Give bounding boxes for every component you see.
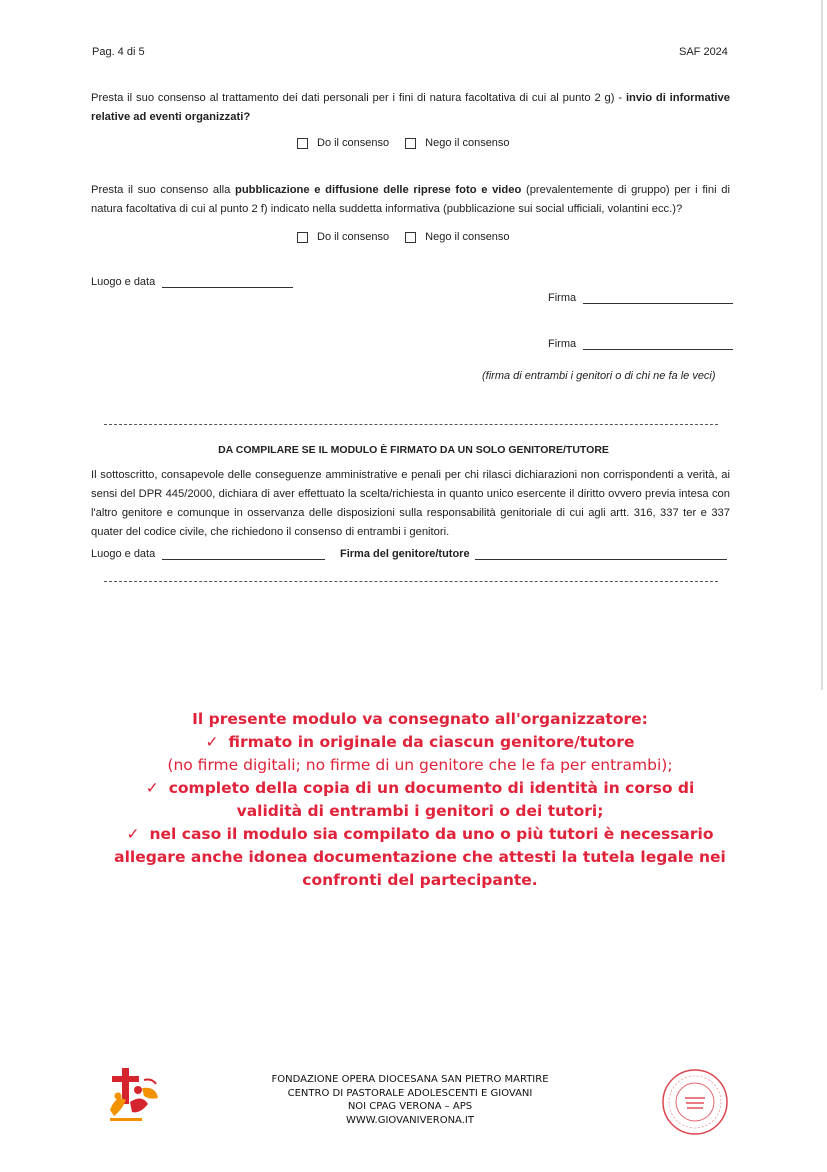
footer-website[interactable]: WWW.GIOVANIVERONA.IT <box>346 1114 474 1126</box>
page-number: Pag. 4 di 5 <box>92 46 145 58</box>
check-icon: ✓ <box>145 779 159 797</box>
document-code: SAF 2024 <box>679 46 728 58</box>
notice-item-1: ✓ firmato in originale da ciascun genitore/tutore <box>205 733 635 751</box>
consent-yes-option[interactable]: Do il consenso <box>297 137 389 149</box>
single-parent-declaration: Il sottoscritto, consapevole delle conseguenze amministrative e penali per chi rilasci dichiarazioni non corrispondenti a verità, ai sensi del DPR 445/2000, dichiara di aver effettuato la scelta/richiesta in quanto unico esercente il diritto ovvero previa intesa con l'altro genitore e comunque in osservanza delle disposizioni sulla responsabilità genitoriale di cui agli artt. 316, 337 ter e 337 quater del codice civile, che richiedono il consenso di entrambi i genitori. <box>91 469 730 538</box>
signature-line-2[interactable] <box>583 349 733 350</box>
consent-question-newsletter: Presta il suo consenso al trattamento dei dati personali per i fini di natura facoltativa di cui al punto 2 g) - invio di informative relative ad eventi organizzati? <box>91 92 730 123</box>
footer-center: CENTRO DI PASTORALE ADOLESCENTI E GIOVANI <box>287 1087 533 1099</box>
consent-yes-option[interactable]: Do il consenso <box>297 231 389 243</box>
single-parent-signature-line[interactable] <box>475 559 727 560</box>
footer-association: NOI CPAG VERONA – APS <box>347 1101 473 1112</box>
footer-foundation: FONDAZIONE OPERA DIOCESANA SAN PIETRO MARTIRE <box>271 1074 549 1085</box>
single-parent-place-date-line[interactable] <box>162 559 325 560</box>
check-icon: ✓ <box>205 733 219 751</box>
single-parent-signature: Firma del genitore/tutore <box>340 548 727 560</box>
checkbox[interactable] <box>297 138 308 149</box>
checkbox[interactable] <box>405 138 416 149</box>
signature-line-1[interactable] <box>583 303 733 304</box>
cross-logo-icon <box>104 1066 166 1126</box>
signature-field-1: Firma <box>548 292 733 304</box>
dashed-separator-top <box>104 424 718 425</box>
place-date-field: Luogo e data <box>91 276 293 288</box>
notice-item-1-note: (no firme digitali; no firme di un genitore che le fa per entrambi); <box>167 756 673 774</box>
delivery-notice <box>110 708 730 892</box>
single-parent-title: DA COMPILARE SE IL MODULO È FIRMATO DA UN SOLO GENITORE/TUTORE <box>218 444 609 456</box>
place-date-line[interactable] <box>162 287 293 288</box>
signature-field-2: Firma <box>548 338 733 350</box>
notice-item-2: ✓ completo della copia di un documento di identità in corso di validità di entrambi i genitori o dei tutori; <box>145 779 695 820</box>
notice-intro: Il presente modulo va consegnato all'organizzatore: <box>192 710 648 728</box>
foundation-seal <box>661 1068 729 1136</box>
consent-question-photo-video: Presta il suo consenso alla pubblicazione e diffusione delle riprese foto e video (prevalentemente di gruppo) per i fini di natura facoltativa di cui al punto 2 f) indicato nella suddetta informativa (pubblicazione sui social ufficiali, volantini ecc.)? <box>91 184 730 215</box>
consent-options-photo-video <box>297 231 526 243</box>
consent-options-newsletter <box>297 137 526 149</box>
checkbox[interactable] <box>297 232 308 243</box>
notice-item-3: ✓ nel caso il modulo sia compilato da uno o più tutori è necessario allegare anche idonea documentazione che attesti la tutela legale nei confronti del partecipante. <box>114 825 726 889</box>
dashed-separator-bottom <box>104 581 718 582</box>
check-icon: ✓ <box>126 825 140 843</box>
consent-no-option[interactable]: Nego il consenso <box>405 137 509 149</box>
footer-address <box>230 1073 590 1127</box>
stamp-seal-icon <box>661 1068 729 1136</box>
signature-note: (firma di entrambi i genitori o di chi ne fa le veci) <box>482 370 716 382</box>
scan-edge <box>821 0 823 690</box>
consent-no-option[interactable]: Nego il consenso <box>405 231 509 243</box>
single-parent-place-date: Luogo e data <box>91 548 325 560</box>
organization-logo <box>104 1066 166 1126</box>
checkbox[interactable] <box>405 232 416 243</box>
